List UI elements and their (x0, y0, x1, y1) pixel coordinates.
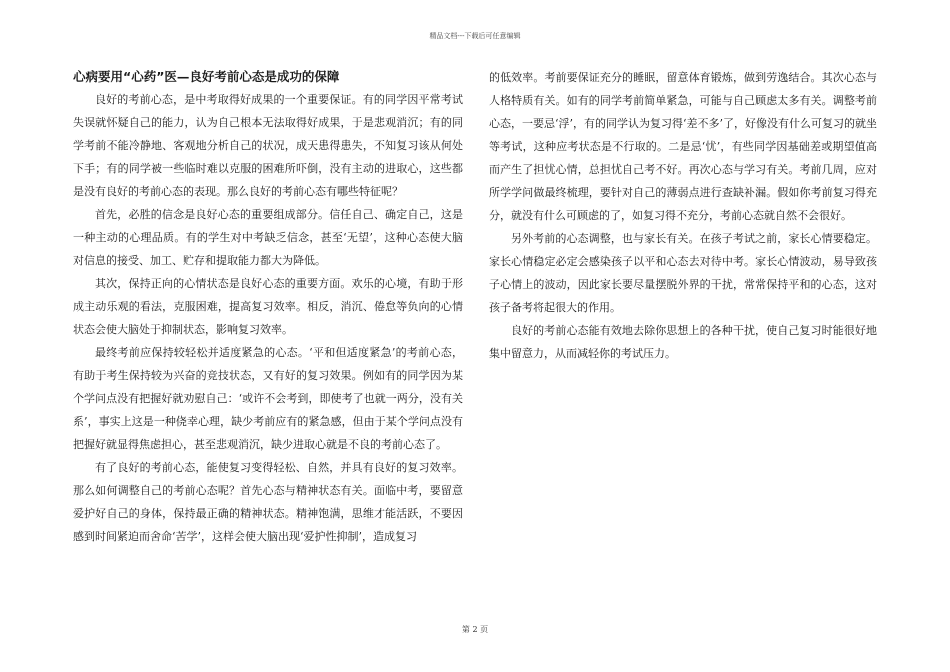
page-number: 第 2 页 (461, 625, 489, 634)
right-column (489, 66, 877, 365)
paragraph: 其次，保持正向的心情状态是良好心态的重要方面。欢乐的心境，有助于形成主动乐观的看法，克服困难，提高复习效率。相反，消沉、倦怠等负向的心情状态会使大脑处于抑制状态，影响复习效率。 (73, 277, 463, 336)
paragraph: 最终考前应保持较轻松并适度紧急的心态。‘平和但适度紧急’的考前心态，有助于考生保持较为兴奋的竞技状态，又有好的复习效果。例如有的同学因为某个学问点没有把握好就劝慰自己：‘或许不会考到，即使考了也就一两分，没有关系’，事实上这是一种侥幸心理，缺少考前应有的紧急感，但由于某个学问点没有把握好就显得焦虑担心，甚至悲观消沉，缺少进取心就是不良的考前心态了。 (73, 346, 463, 451)
paragraph-continuation: 的低效率。考前要保证充分的睡眠，留意体育锻炼，做到劳逸结合。其次心态与人格特质有关。如有的同学考前简单紧急，可能与自己顾虑太多有关。调整考前心态，一要忌‘浮’，有的同学认为复习得‘差不多’了，好像没有什么可复习的就坐等考试，这种应考状态是不行取的。二是忌‘忧’，有些同学因基础差或期望值高而产生了担忧心情，总担忧自己考不好。再次心态与学习有关。考前几周，应对所学学问做最终梳理，要针对自己的薄弱点进行查缺补漏。假如你考前复习得充分，就没有什么可顾虑的了，如复习得不充分，考前心态就自然不会很好。 (489, 71, 877, 222)
paragraph: 另外考前的心态调整，也与家长有关。在孩子考试之前，家长心情要稳定。家长心情稳定必定会感染孩子以平和心态去对待中考。家长心情波动，易导致孩子心情上的波动，因此家长要尽量摆脱外界的干扰，常常保持平和的心态，这对孩子备考将起很大的作用。 (489, 232, 877, 314)
article-title: 心病要用“心药”医—良好考前心态是成功的保障 (73, 69, 340, 84)
left-column (73, 66, 463, 548)
paragraph: 良好的考前心态能有效地去除你思想上的各种干扰，使自己复习时能很好地集中留意力，从而减轻你的考试压力。 (489, 324, 877, 360)
page-header: 精品文档---下载后可任意编辑 (429, 32, 521, 40)
paragraph: 良好的考前心态，是中考取得好成果的一个重要保证。有的同学因平常考试失误就怀疑自己的能力，认为自己根本无法取得好成果，于是悲观消沉；有的同学考前不能冷静地、客观地分析自己的状况，成天患得患失，不知复习该从何处下手；有的同学被一些临时难以克服的困难所吓倒，没有主动的进取心，这些都是没有良好的考前心态的表现。那么良好的考前心态有哪些特征呢？ (73, 93, 463, 198)
paragraph: 有了良好的考前心态，能使复习变得轻松、自然，并具有良好的复习效率。那么如何调整自己的考前心态呢？首先心态与精神状态有关。面临中考，要留意爱护好自己的身体，保持最正确的精神状态。精神饱满，思维才能活跃，不要因感到时间紧迫而舍命‘苦学’，这样会使大脑出现‘爱护性抑制’，造成复习 (73, 461, 463, 543)
paragraph: 首先，必胜的信念是良好心态的重要组成部分。信任自己、确定自己，这是一种主动的心理品质。有的学生对中考缺乏信念，甚至‘无望’，这种心态使大脑对信息的接受、加工、贮存和提取能力都大为降低。 (73, 208, 463, 267)
